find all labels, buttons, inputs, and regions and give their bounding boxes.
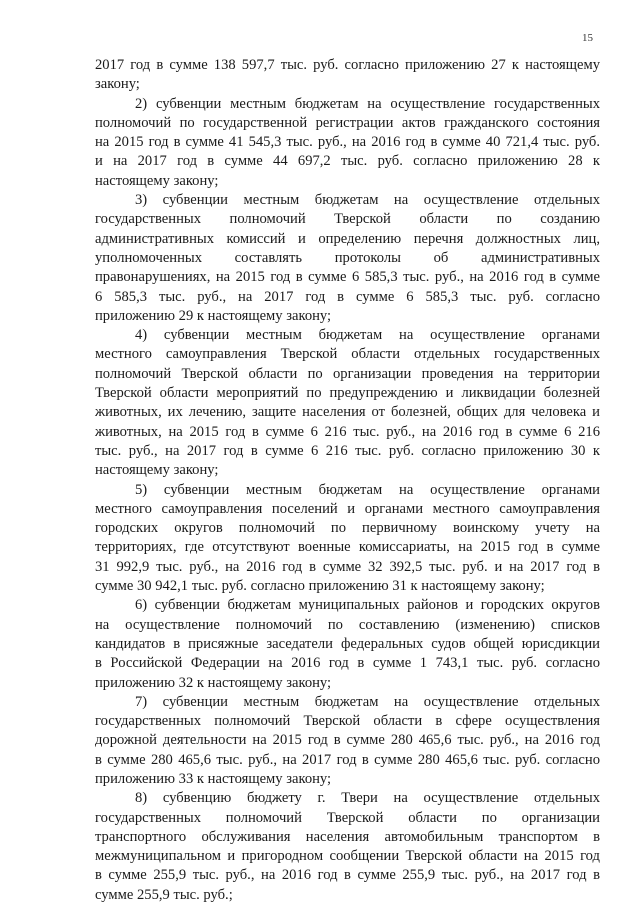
text-line: 4) субвенции местным бюджетам на осуществление органами <box>135 327 600 344</box>
text-line: полномочий Тверской области по организации проведения на территории <box>95 365 600 382</box>
text-line: закону; <box>95 76 140 93</box>
text-line: сумме 255,9 тыс. руб.; <box>95 886 233 903</box>
text-line: настоящему закону; <box>95 462 219 479</box>
text-line: 6) субвенции бюджетам муниципальных районов и городских округов <box>135 597 600 614</box>
text-line: в сумме 280 465,6 тыс. руб., на 2017 год в сумме 280 465,6 тыс. руб. согласно <box>95 751 600 768</box>
text-line: 7) субвенции местным бюджетам на осуществление отдельных <box>135 693 600 710</box>
text-line: административных комиссий и определению перечня должностных лиц, <box>95 230 600 247</box>
text-line: приложению 32 к настоящему закону; <box>95 674 332 691</box>
document-body <box>95 56 600 905</box>
text-line: на осуществление полномочий по составлению (изменению) списков <box>95 616 600 633</box>
text-line: Тверской области мероприятий по предупреждению и ликвидации болезней <box>95 385 600 402</box>
text-line: приложению 29 к настоящему закону; <box>95 307 332 324</box>
text-line: территориях, где отсутствуют военные комиссариаты, на 2015 год в сумме <box>95 539 600 556</box>
text-line: полномочий по государственной регистрации актов гражданского состояния <box>95 114 600 131</box>
text-line: на 2015 год в сумме 41 545,3 тыс. руб., на 2016 год в сумме 40 721,4 тыс. руб. <box>95 134 600 151</box>
text-line: в сумме 255,9 тыс. руб., на 2016 год в сумме 255,9 тыс. руб., на 2017 год в <box>95 867 600 884</box>
text-line: животных, их лечению, защите населения от болезней, общих для человека и <box>95 404 600 421</box>
text-line: городских округов полномочий по первичному воинскому учету на <box>95 520 600 537</box>
text-line: и на 2017 год в сумме 44 697,2 тыс. руб. согласно приложению 28 к <box>95 153 600 170</box>
text-line: 2017 год в сумме 138 597,7 тыс. руб. согласно приложению 27 к настоящему <box>95 57 600 73</box>
text-line: 8) субвенцию бюджету г. Твери на осуществление отдельных <box>135 790 600 807</box>
text-line: межмуниципальном и пригородном сообщении Тверской области на 2015 год <box>95 848 600 865</box>
text-line: 2) субвенции местным бюджетам на осуществление государственных <box>135 95 600 112</box>
text-line: 5) субвенции местным бюджетам на осуществление органами <box>135 481 600 498</box>
page-number: 15 <box>582 32 593 44</box>
text-line: местного самоуправления Тверской области отдельных государственных <box>95 346 600 363</box>
text-line: тыс. руб., на 2017 год в сумме 6 216 тыс. руб. согласно приложению 30 к <box>95 442 600 459</box>
text-line: кандидатов в присяжные заседатели федеральных судов общей юрисдикции <box>95 635 600 652</box>
text-line: 3) субвенции местным бюджетам на осуществление отдельных <box>135 192 600 209</box>
text-line: местного самоуправления поселений и органами местного самоуправления <box>95 500 600 517</box>
text-line: настоящему закону; <box>95 172 219 189</box>
text-line: транспортного обслуживания населения автомобильным транспортом в <box>95 828 600 845</box>
text-line: государственных полномочий Тверской области по организации <box>95 809 600 826</box>
text-line: приложению 33 к настоящему закону; <box>95 770 332 787</box>
text-line: государственных полномочий Тверской области в сфере осуществления <box>95 713 600 730</box>
text-line: животных, на 2015 год в сумме 6 216 тыс. руб., на 2016 год в сумме 6 216 <box>95 423 600 440</box>
text-line: правонарушениях, на 2015 год в сумме 6 585,3 тыс. руб., на 2016 год в сумме <box>95 269 600 286</box>
text-line: в Российской Федерации на 2016 год в сумме 1 743,1 тыс. руб. согласно <box>95 655 600 672</box>
text-line: сумме 30 942,1 тыс. руб. согласно приложению 31 к настоящему закону; <box>95 578 545 595</box>
text-line: уполномоченных составлять протоколы об административных <box>95 249 600 266</box>
text-line: дорожной деятельности на 2015 год в сумме 280 465,6 тыс. руб., на 2016 год <box>95 732 600 749</box>
text-line: 31 992,9 тыс. руб., на 2016 год в сумме 32 392,5 тыс. руб. и на 2017 год в <box>95 558 600 575</box>
text-line: государственных полномочий Тверской области по созданию <box>95 211 600 228</box>
text-line: 6 585,3 тыс. руб., на 2017 год в сумме 6 585,3 тыс. руб. согласно <box>95 288 600 305</box>
